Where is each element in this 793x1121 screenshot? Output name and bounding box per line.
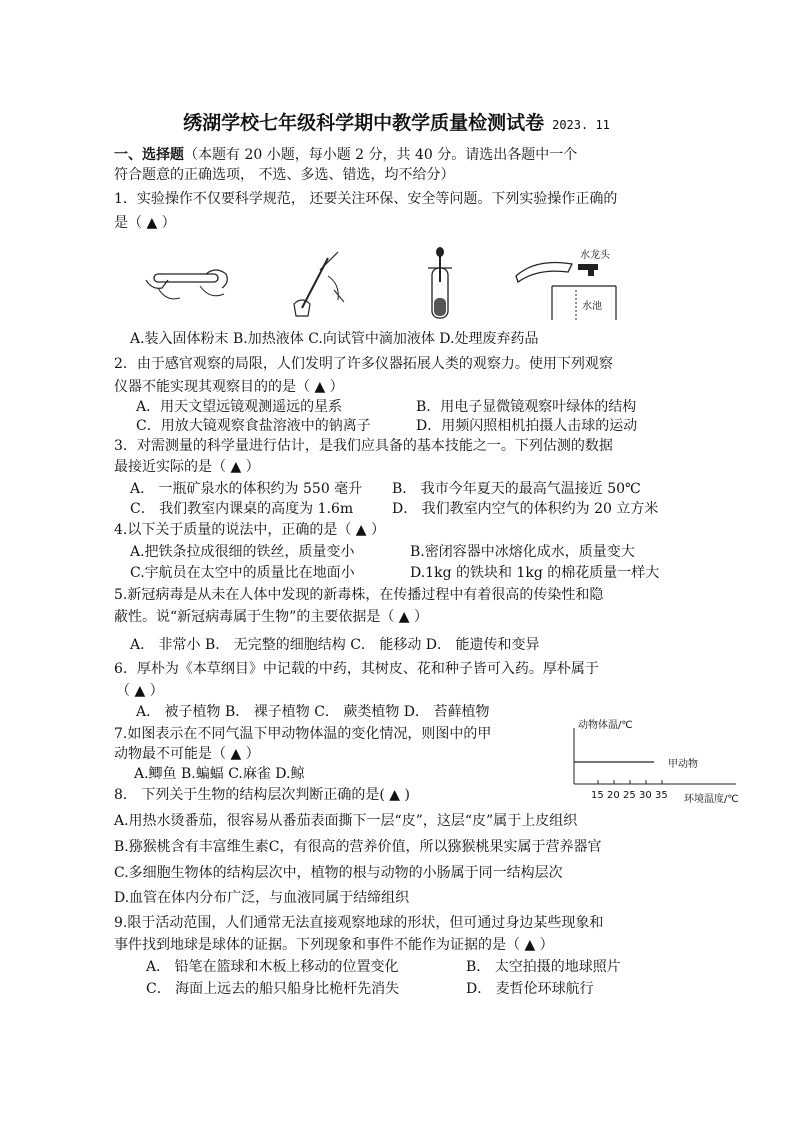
q6-stem-line1: 6．厚朴为《本草纲目》中记载的中药，其树皮、花和种子皆可入药。厚朴属于 bbox=[114, 661, 599, 677]
graph-series-label: 甲动物 bbox=[668, 759, 698, 770]
graph-tick-35: 35 bbox=[655, 790, 668, 801]
q8-option-b: B.猕猴桃含有丰富维生素C，有很高的营养价值，所以猕猴桃果实属于营养器官 bbox=[114, 839, 602, 855]
q9-option-b: B． 太空拍摄的地球照片 bbox=[466, 959, 621, 975]
q1-options: A.装入固体粉末 B.加热液体 C.向试管中滴加液体 D.处理废弃药品 bbox=[130, 331, 539, 347]
q8-option-a: A.用热水烫番茄，很容易从番茄表面撕下一层“皮”，这层“皮”属于上皮组织 bbox=[114, 813, 578, 829]
graph-tick-25: 25 bbox=[623, 790, 636, 801]
q6-stem-line2: （ ▲ ） bbox=[116, 683, 164, 699]
q9-stem-line1: 9.限于活动范围，人们通常无法直接观察地球的形状，但可通过身边某些现象和 bbox=[114, 915, 604, 931]
section-intro-line2: 符合题意的正确选项， 不选、多选、错选，均不给分） bbox=[114, 167, 455, 183]
section-heading: 一、选择题 bbox=[114, 147, 184, 163]
title-main: 绣湖学校七年级科学期中教学质量检测试卷 bbox=[183, 112, 545, 134]
title-date: 2023. 11 bbox=[552, 118, 610, 132]
q2-option-c: C．用放大镜观察食盐溶液中的钠离子 bbox=[136, 418, 371, 434]
q1-stem-line1: 1．实验操作不仅要科学规范， 还要关注环保、安全等问题。下列实验操作正确的 bbox=[114, 191, 618, 207]
figure-dropper-tube bbox=[420, 246, 460, 322]
q7-stem-line2: 动物最不可能是（ ▲ ） bbox=[114, 746, 260, 762]
q6-options: A． 被子植物 B． 裸子植物 C． 蕨类植物 D． 苔藓植物 bbox=[136, 704, 490, 720]
q9-option-c: C． 海面上远去的船只船身比桅杆先消失 bbox=[146, 981, 400, 997]
q3-option-a: A． 一瓶矿泉水的体积约为 550 毫升 bbox=[130, 481, 363, 497]
q7-stem-line1: 7.如图表示在不同气温下甲动物体温的变化情况，则图中的甲 bbox=[114, 726, 492, 742]
fig-label-sink: 水池 bbox=[582, 301, 602, 312]
graph-tick-15: 15 bbox=[591, 790, 604, 801]
q5-stem-line2: 蔽性。说“新冠病毒属于生物”的主要依据是（ ▲ ） bbox=[114, 609, 428, 625]
q3-option-c: C． 我们教室内课桌的高度为 1.6m bbox=[130, 501, 354, 517]
fig-label-tap: 水龙头 bbox=[580, 250, 610, 261]
section-intro-line1 bbox=[114, 146, 577, 164]
q2-option-a: A．用天文望远镜观测遥远的星系 bbox=[136, 399, 343, 415]
q5-options: A． 非常小 B． 无完整的细胞结构 C． 能移动 D． 能遗传和变异 bbox=[130, 637, 540, 653]
q3-option-d: D． 我们教室内空气的体积约为 20 立方米 bbox=[392, 501, 659, 517]
q4-stem-line1: 4.以下关于质量的说法中，正确的是（ ▲ ） bbox=[114, 522, 386, 538]
graph-xlabel: 环境温度/℃ bbox=[684, 794, 739, 805]
q8-option-d: D.血管在体内分布广泛，与血液同属于结缔组织 bbox=[114, 890, 410, 906]
q2-stem-line1: 2．由于感官观察的局限，人们发明了许多仪器拓展人类的观察力。使用下列观察 bbox=[114, 356, 613, 372]
graph-tick-20: 20 bbox=[607, 790, 620, 801]
q8-stem-line1: 8． 下列关于生物的结构层次判断正确的是( ▲ ) bbox=[114, 787, 410, 803]
q8-option-c: C.多细胞生物体的结构层次中，植物的根与动物的小肠属于同一结构层次 bbox=[114, 865, 563, 881]
q4-option-a: A.把铁条拉成很细的铁丝，质量变小 bbox=[130, 544, 355, 560]
body-temperature-graph bbox=[566, 728, 766, 788]
q1-stem-line2: 是（ ▲ ） bbox=[114, 215, 176, 231]
q3-option-b: B． 我市今年夏天的最高气温接近 50℃ bbox=[392, 481, 641, 497]
exam-title bbox=[0, 108, 793, 135]
q4-option-b: B.密闭容器中冰熔化成水，质量变大 bbox=[410, 544, 635, 560]
q5-stem-line1: 5.新冠病毒是从未在人体中发现的新毒株，在传播过程中有着很高的传染性和隐 bbox=[114, 587, 604, 603]
x-tick-marks bbox=[598, 780, 662, 784]
graph-tick-30: 30 bbox=[639, 790, 652, 801]
q4-option-c: C.宇航员在太空中的质量比在地面小 bbox=[130, 565, 355, 581]
figure-solid-powder bbox=[140, 252, 240, 312]
q3-stem-line1: 3．对需测量的科学量进行估计，是我们应具备的基本技能之一。下列估测的数据 bbox=[114, 438, 613, 454]
graph-ylabel: 动物体温/℃ bbox=[578, 720, 633, 731]
q2-stem-line2: 仪器不能实现其观察目的的是（ ▲ ） bbox=[114, 379, 344, 395]
figure-heating-liquid bbox=[282, 246, 352, 320]
section-intro-text: （本题有 20 小题，每小题 2 分，共 40 分。请选出各题中一个 bbox=[184, 147, 578, 163]
q9-option-a: A． 铅笔在篮球和木板上移动的位置变化 bbox=[146, 959, 399, 975]
q3-stem-line2: 最接近实际的是（ ▲ ） bbox=[114, 459, 260, 475]
q9-option-d: D． 麦哲伦环球航行 bbox=[466, 981, 594, 997]
q2-option-d: D．用频闪照相机拍摄人击球的运动 bbox=[416, 418, 638, 434]
q9-stem-line2: 事件找到地球是球体的证据。下列现象和事件不能作为证据的是（ ▲ ） bbox=[114, 937, 554, 953]
q7-options: A.鲫鱼 B.蝙蝠 C.麻雀 D.鲸 bbox=[134, 766, 305, 782]
q2-option-b: B．用电子显微镜观察叶绿体的结构 bbox=[416, 399, 637, 415]
q4-option-d: D.1kg 的铁块和 1kg 的棉花质量一样大 bbox=[410, 565, 660, 581]
